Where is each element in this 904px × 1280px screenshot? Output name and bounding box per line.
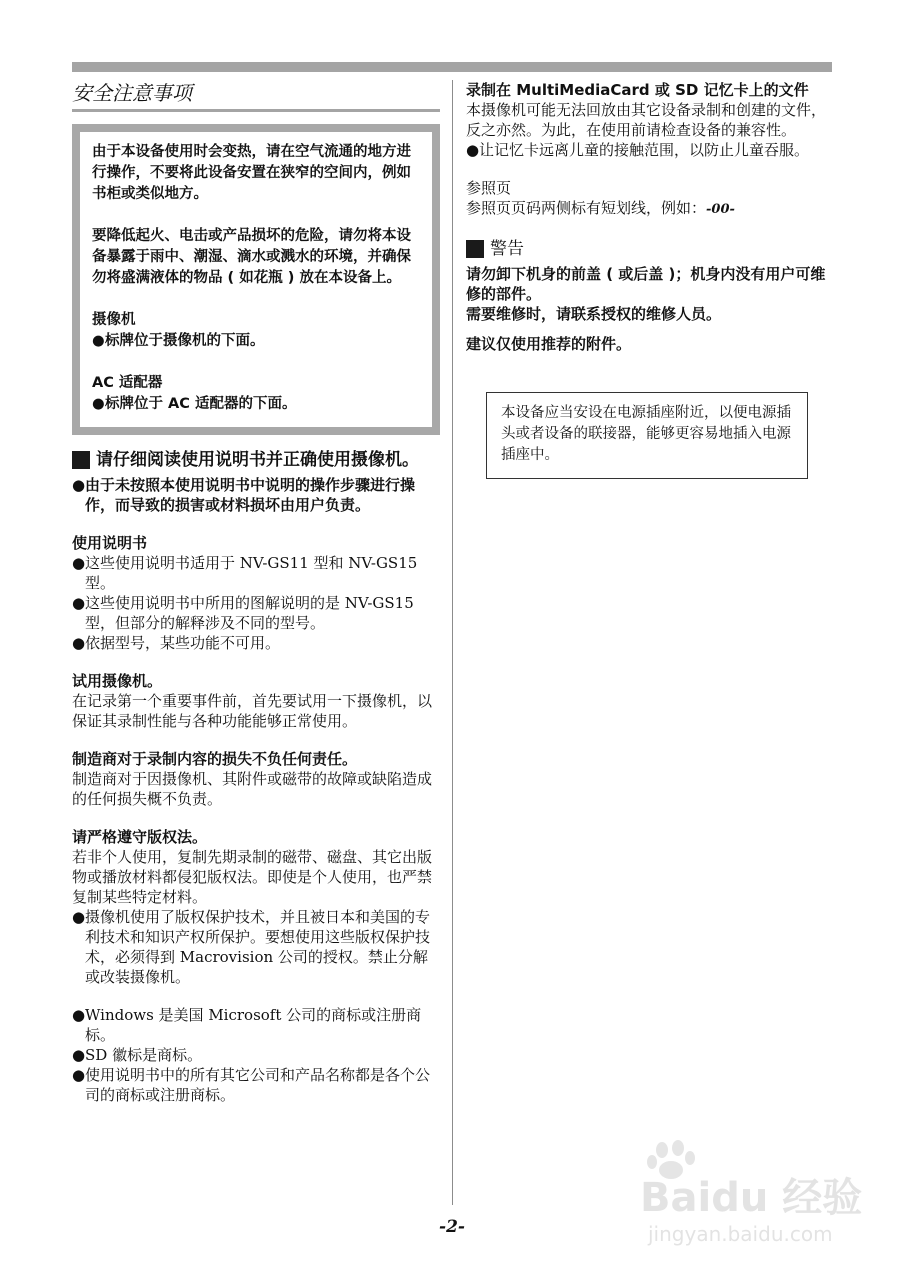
paw-logo-icon [640,1140,710,1180]
reference-example: -00- [706,202,735,217]
manual-bullet: ● 这些使用说明书中所用的图解说明的是 NV-GS15 型，但部分的解释涉及不同的型号。 [72,594,414,632]
trademark-bullet: ● SD 徽标是商标。 [72,1046,203,1064]
ac-adapter-title: AC 适配器 [92,375,163,391]
responsibility-bullet: ● 由于未按照本使用说明书中说明的操作步骤进行操作，而导致的损害或材料损坏由用户负责。 [72,476,416,514]
warning-cover-text: 请勿卸下机身的前盖 ( 或后盖 )；机身内没有用户可维修的部件。 [466,265,826,303]
watermark-url: jingyan.baidu.com [648,1222,833,1246]
trademark-bullet: ● 使用说明书中的所有其它公司和产品名称都是各个公司的商标或注册商标。 [72,1066,431,1104]
power-outlet-notice: 本设备应当安设在电源插座附近，以便电源插头或者设备的联接器，能够更容易地插入电源插座中。 [486,392,808,479]
watermark-logo-text: Baidu 经验 [640,1175,863,1221]
right-column [466,80,836,479]
top-rule [72,62,832,72]
fire-warning: 要降低起火、电击或产品损坏的危险，请勿将本设备暴露于雨中、潮湿、滴水或溅水的环境，并确保勿将盛满液体的物品 ( 如花瓶 ) 放在本设备上。 [92,228,411,286]
warning-heading: 警告 [466,238,836,260]
camera-label-bullet: ● 标牌位于摄像机的下面。 [92,331,420,352]
square-bullet-icon [466,240,484,258]
liability-title: 制造商对于录制内容的损失不负任何责任。 [72,750,358,768]
bullet-dot: ● [72,476,86,494]
accessory-recommendation: 建议仅使用推荐的附件。 [466,335,632,353]
manual-title: 使用说明书 [72,534,148,552]
bullet-dot: ● [92,333,105,349]
section-title: 安全注意事项 [72,78,440,112]
heat-warning: 由于本设备使用时会变热，请在空气流通的地方进行操作，不要将此设备安置在狭窄的空间内，例如书柜或类似地方。 [92,144,411,202]
left-column [72,78,440,1105]
bullet-dot: ● [466,141,480,159]
bullet-dot: ● [72,1046,86,1064]
safety-warning-box [72,124,440,435]
bullet-dot: ● [72,1006,86,1024]
trademark-bullet: ● Windows 是美国 Microsoft 公司的商标或注册商标。 [72,1006,422,1044]
camera-label-title: 摄像机 [92,312,136,328]
read-manual-heading: 请仔细阅读使用说明书并正确使用摄像机。 [72,449,440,471]
copyright-bullet: ● 摄像机使用了版权保护技术，并且被日本和美国的专利技术和知识产权所保护。要想使用这些版权保护技术，必须得到 Macrovision 公司的授权。禁止分解或改装摄像机。 [72,908,431,986]
reference-page-text: 参照页页码两侧标有短划线，例如：-00- [466,199,735,217]
memory-card-bullet: ● 让记忆卡远离儿童的接触范围，以防止儿童吞服。 [466,141,810,159]
manual-bullet: ● 依据型号，某些功能不可用。 [72,634,281,652]
copyright-text: 若非个人使用，复制先期录制的磁带、磁盘、其它出版物或播放材料都侵犯版权法。即使是个人使用，也严禁复制某些特定材料。 [72,848,433,906]
liability-text: 制造商对于因摄像机、其附件或磁带的故障或缺陷造成的任何损失概不负责。 [72,770,433,808]
page-number: -2- [439,1217,465,1237]
trial-title: 试用摄像机。 [72,672,163,690]
square-bullet-icon [72,451,90,469]
bullet-dot: ● [72,634,86,652]
column-divider [452,80,453,1205]
bullet-dot: ● [72,908,86,926]
bullet-dot: ● [72,554,86,572]
baidu-watermark [640,1140,880,1265]
trial-text: 在记录第一个重要事件前，首先要试用一下摄像机，以保证其录制性能与各种功能能够正常使用。 [72,692,433,730]
copyright-title: 请严格遵守版权法。 [72,828,208,846]
ac-adapter-bullet: ● 标牌位于 AC 适配器的下面。 [92,394,420,415]
reference-page-title: 参照页 [466,179,512,197]
bullet-dot: ● [72,594,86,612]
memory-card-title: 录制在 MultiMediaCard 或 SD 记忆卡上的文件 [466,81,809,99]
manual-bullet: ● 这些使用说明书适用于 NV-GS11 型和 NV-GS15 型。 [72,554,418,592]
bullet-dot: ● [72,1066,86,1084]
memory-card-text: 本摄像机可能无法回放由其它设备录制和创建的文件，反之亦然。为此，在使用前请检查设备的兼容性。 [466,101,827,139]
bullet-dot: ● [92,396,105,412]
warning-service-text: 需要维修时，请联系授权的维修人员。 [466,305,722,323]
